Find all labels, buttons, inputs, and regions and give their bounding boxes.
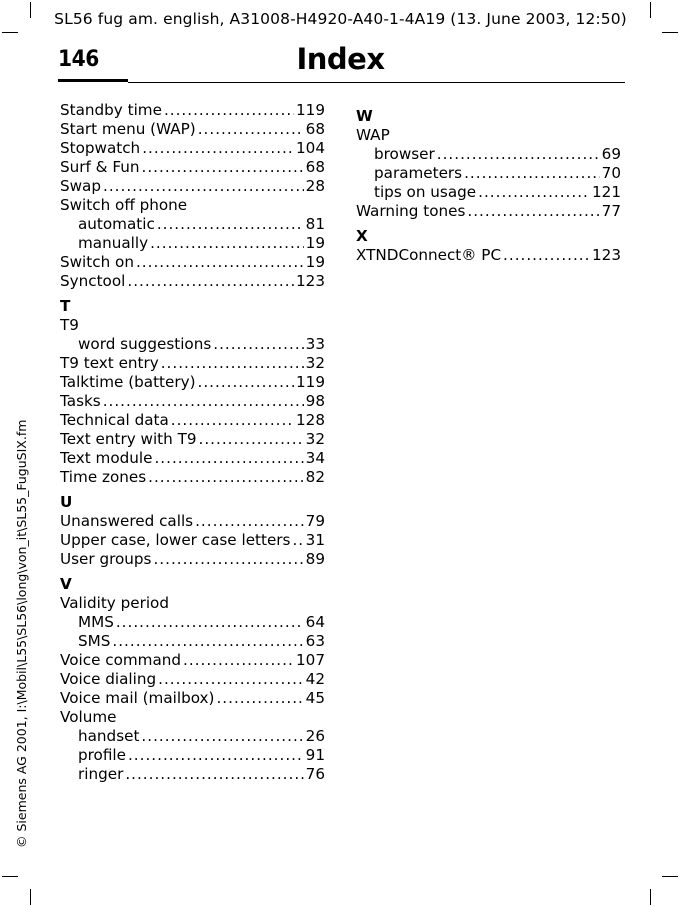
dot-leader bbox=[195, 512, 304, 531]
dot-leader bbox=[103, 177, 304, 196]
index-entry bbox=[60, 139, 325, 158]
entry-page-number: 119 bbox=[296, 101, 325, 119]
index-entry bbox=[60, 354, 325, 373]
entry-page-number: 128 bbox=[296, 411, 325, 429]
page-number: 146 bbox=[58, 47, 99, 72]
entry-term: automatic bbox=[78, 215, 155, 233]
entry-page-number: 89 bbox=[305, 550, 325, 568]
index-letter-heading: U bbox=[60, 493, 73, 511]
dot-leader bbox=[213, 335, 303, 354]
dot-leader bbox=[503, 246, 590, 265]
dot-leader bbox=[148, 468, 304, 487]
entry-term: Standby time bbox=[60, 101, 162, 119]
entry-page-number: 63 bbox=[305, 632, 325, 650]
index-entry bbox=[60, 550, 325, 569]
dot-leader bbox=[112, 632, 303, 651]
entry-page-number: 121 bbox=[592, 183, 621, 201]
entry-term: XTNDConnect® PC bbox=[356, 246, 502, 264]
index-entry bbox=[60, 177, 325, 196]
dot-leader bbox=[467, 202, 599, 221]
dot-leader bbox=[116, 613, 304, 632]
index-entry bbox=[60, 373, 325, 392]
crop-mark bbox=[30, 889, 31, 905]
title-rule bbox=[128, 82, 625, 83]
entry-page-number: 104 bbox=[296, 139, 325, 157]
dot-leader bbox=[158, 670, 304, 689]
dot-leader bbox=[198, 120, 304, 139]
entry-term: Text entry with T9 bbox=[60, 430, 197, 448]
entry-term: tips on usage bbox=[374, 183, 477, 201]
entry-term: Time zones bbox=[60, 468, 147, 486]
entry-term: MMS bbox=[78, 613, 114, 631]
index-entry bbox=[60, 120, 325, 139]
page-title: Index bbox=[296, 42, 385, 76]
index-column-right bbox=[356, 101, 621, 265]
entry-term: Voice command bbox=[60, 651, 182, 669]
entry-term: Text module bbox=[60, 449, 153, 467]
entry-term: Voice mail (mailbox) bbox=[60, 689, 215, 707]
entry-page-number: 98 bbox=[305, 392, 325, 410]
index-entry-heading: WAP bbox=[356, 126, 390, 144]
index-entry bbox=[356, 246, 621, 265]
dot-leader bbox=[142, 139, 294, 158]
index-entry bbox=[356, 202, 621, 221]
entry-term: Start menu (WAP) bbox=[60, 120, 196, 138]
entry-page-number: 79 bbox=[305, 512, 325, 530]
entry-term: manually bbox=[78, 234, 149, 252]
index-entry-heading: Validity period bbox=[60, 594, 169, 612]
copyright-side-note: © Siemens AG 2001, I:\Mobil\L55\SL56\long\von_it\SL55_FuguSIX.fm bbox=[14, 419, 29, 848]
entry-page-number: 82 bbox=[305, 468, 325, 486]
entry-term: Unanswered calls bbox=[60, 512, 194, 530]
index-entry bbox=[60, 670, 325, 689]
entry-page-number: 70 bbox=[601, 164, 621, 182]
index-subentry bbox=[60, 613, 325, 632]
entry-page-number: 107 bbox=[296, 651, 325, 669]
index-entry bbox=[60, 531, 325, 550]
entry-term: browser bbox=[374, 145, 435, 163]
entry-term: Synctool bbox=[60, 272, 126, 290]
index-entry-heading: Volume bbox=[60, 708, 117, 726]
index-entry bbox=[60, 411, 325, 430]
entry-term: Swap bbox=[60, 177, 102, 195]
entry-page-number: 26 bbox=[305, 727, 325, 745]
entry-term: profile bbox=[78, 746, 126, 764]
entry-term: handset bbox=[78, 727, 140, 745]
index-entry-heading: T9 bbox=[60, 316, 79, 334]
dot-leader bbox=[171, 411, 294, 430]
dot-leader bbox=[199, 430, 304, 449]
index-subentry bbox=[356, 164, 621, 183]
entry-term: SMS bbox=[78, 632, 111, 650]
entry-term: Upper case, lower case letters bbox=[60, 531, 291, 549]
entry-page-number: 34 bbox=[305, 449, 325, 467]
index-entry bbox=[60, 468, 325, 487]
entry-term: Switch on bbox=[60, 253, 134, 271]
entry-page-number: 28 bbox=[305, 177, 325, 195]
dot-leader bbox=[125, 765, 303, 784]
entry-page-number: 19 bbox=[305, 253, 325, 271]
crop-mark bbox=[2, 32, 18, 33]
entry-page-number: 91 bbox=[305, 746, 325, 764]
entry-term: Warning tones bbox=[356, 202, 466, 220]
dot-leader bbox=[153, 550, 303, 569]
dot-leader bbox=[198, 373, 294, 392]
index-entry bbox=[60, 253, 325, 272]
dot-leader bbox=[478, 183, 590, 202]
index-subentry bbox=[60, 234, 325, 253]
entry-page-number: 33 bbox=[305, 335, 325, 353]
dot-leader bbox=[103, 392, 304, 411]
entry-page-number: 123 bbox=[592, 246, 621, 264]
entry-page-number: 81 bbox=[305, 215, 325, 233]
index-entry bbox=[60, 430, 325, 449]
entry-page-number: 119 bbox=[296, 373, 325, 391]
entry-page-number: 69 bbox=[601, 145, 621, 163]
crop-mark bbox=[650, 889, 651, 905]
entry-term: Technical data bbox=[60, 411, 169, 429]
entry-term: Voice dialing bbox=[60, 670, 157, 688]
dot-leader bbox=[127, 272, 294, 291]
entry-page-number: 19 bbox=[305, 234, 325, 252]
dot-leader bbox=[150, 234, 304, 253]
dot-leader bbox=[154, 449, 303, 468]
index-entry bbox=[60, 158, 325, 177]
index-subentry bbox=[60, 746, 325, 765]
index-letter-heading: T bbox=[60, 297, 71, 315]
index-subentry bbox=[60, 727, 325, 746]
index-entry bbox=[60, 512, 325, 531]
page-number-rule bbox=[58, 79, 128, 82]
index-subentry bbox=[60, 765, 325, 784]
entry-term: T9 text entry bbox=[60, 354, 159, 372]
dot-leader bbox=[128, 746, 304, 765]
entry-page-number: 68 bbox=[305, 120, 325, 138]
entry-term: Surf & Fun bbox=[60, 158, 140, 176]
entry-term: parameters bbox=[374, 164, 463, 182]
dot-leader bbox=[157, 215, 304, 234]
dot-leader bbox=[183, 651, 294, 670]
entry-page-number: 32 bbox=[305, 354, 325, 372]
index-subentry bbox=[356, 183, 621, 202]
dot-leader bbox=[142, 158, 304, 177]
dot-leader bbox=[161, 354, 304, 373]
index-entry bbox=[60, 449, 325, 468]
entry-page-number: 31 bbox=[305, 531, 325, 549]
document-info: SL56 fug am. english, A31008-H4920-A40-1-4A19 (13. June 2003, 12:50) bbox=[54, 10, 627, 28]
index-entry bbox=[60, 272, 325, 291]
index-entry bbox=[60, 101, 325, 120]
index-subentry bbox=[60, 632, 325, 651]
index-subentry bbox=[60, 335, 325, 354]
crop-mark bbox=[2, 876, 18, 877]
dot-leader bbox=[437, 145, 600, 164]
dot-leader bbox=[216, 689, 303, 708]
dot-leader bbox=[141, 727, 303, 746]
entry-term: User groups bbox=[60, 550, 152, 568]
index-letter-heading: V bbox=[60, 575, 72, 593]
index-entry bbox=[60, 689, 325, 708]
entry-page-number: 42 bbox=[305, 670, 325, 688]
index-letter-heading: X bbox=[356, 227, 368, 245]
entry-term: ringer bbox=[78, 765, 124, 783]
dot-leader bbox=[292, 531, 303, 550]
entry-term: Stopwatch bbox=[60, 139, 141, 157]
dot-leader bbox=[136, 253, 304, 272]
crop-mark bbox=[662, 32, 678, 33]
index-entry-heading: Switch off phone bbox=[60, 196, 188, 214]
dot-leader bbox=[464, 164, 600, 183]
entry-page-number: 32 bbox=[305, 430, 325, 448]
entry-page-number: 64 bbox=[305, 613, 325, 631]
index-subentry bbox=[60, 215, 325, 234]
entry-term: Talktime (battery) bbox=[60, 373, 196, 391]
entry-term: Tasks bbox=[60, 392, 101, 410]
entry-page-number: 45 bbox=[305, 689, 325, 707]
entry-page-number: 68 bbox=[305, 158, 325, 176]
index-column-left bbox=[60, 101, 325, 784]
index-letter-heading: W bbox=[356, 107, 373, 125]
entry-term: word suggestions bbox=[78, 335, 212, 353]
crop-mark bbox=[662, 876, 678, 877]
index-subentry bbox=[356, 145, 621, 164]
index-entry bbox=[60, 651, 325, 670]
entry-page-number: 76 bbox=[305, 765, 325, 783]
entry-page-number: 123 bbox=[296, 272, 325, 290]
index-entry bbox=[60, 392, 325, 411]
entry-page-number: 77 bbox=[601, 202, 621, 220]
dot-leader bbox=[164, 101, 294, 120]
